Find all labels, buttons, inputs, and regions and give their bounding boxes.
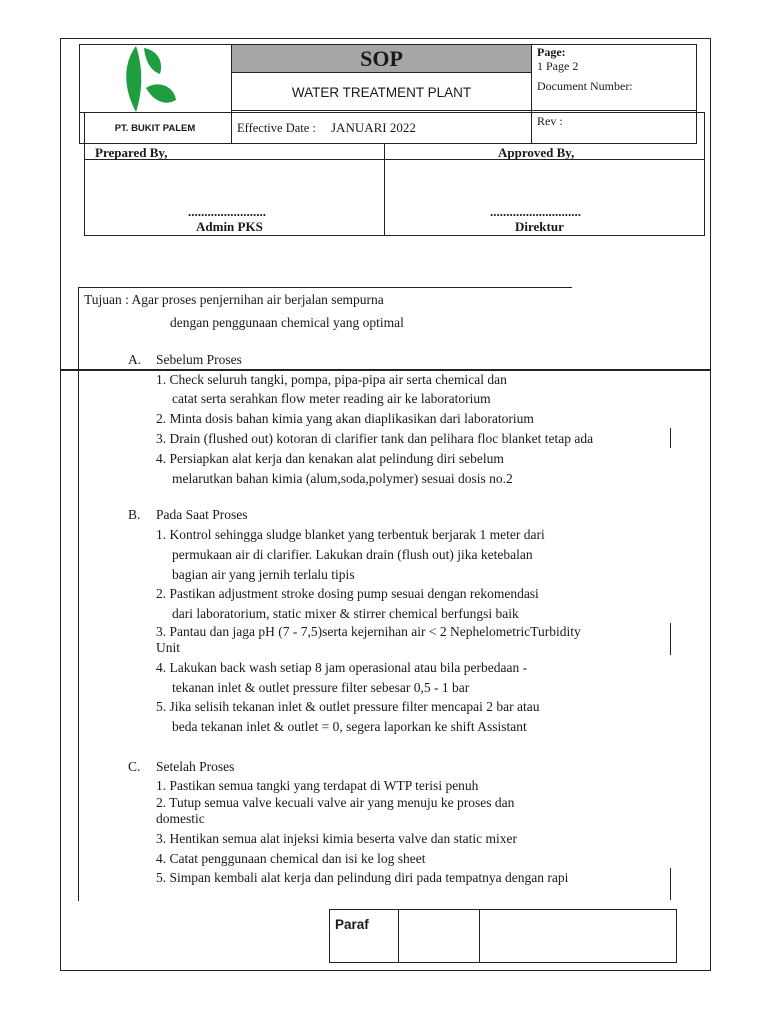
approved-name: Direktur xyxy=(515,219,564,234)
rev-label: Rev : xyxy=(537,114,563,128)
section-a-line: catat serta serahkan flow meter reading air ke laboratorium xyxy=(172,391,491,406)
section-a-line: 1. Check seluruh tangki, pompa, pipa-pipa air serta chemical dan xyxy=(156,372,507,387)
company-name: PT. BUKIT PALEM xyxy=(114,123,196,134)
section-a-title: Sebelum Proses xyxy=(156,352,242,367)
section-b-line: 3. Pantau dan jaga pH (7 - 7,5)serta kejernihan air < 2 NephelometricTurbidity xyxy=(156,624,581,639)
section-c-line: 4. Catat penggunaan chemical dan isi ke log sheet xyxy=(156,851,426,866)
section-b-line: bagian air yang jernih terlalu tipis xyxy=(172,567,355,582)
section-b-line: beda tekanan inlet & outlet = 0, segera laporkan ke shift Assistant xyxy=(172,719,527,734)
page-label: Page: xyxy=(537,45,566,59)
section-c-line: 2. Tutup semua valve kecuali valve air yang menuju ke proses dan xyxy=(156,795,515,810)
effective-date-label: Effective Date : xyxy=(237,121,316,135)
section-b-line: 1. Kontrol sehingga sludge blanket yang terbentuk berjarak 1 meter dari xyxy=(156,527,545,542)
page-value: 1 Page 2 xyxy=(537,59,579,73)
section-a-line: melarutkan bahan kimia (alum,soda,polymer) sesuai dosis no.2 xyxy=(172,471,513,486)
section-b-line: tekanan inlet & outlet pressure filter sebesar 0,5 - 1 bar xyxy=(172,680,470,695)
section-b-line: Unit xyxy=(156,640,181,655)
section-a-line: 3. Drain (flushed out) kotoran di clarifier tank dan pelihara floc blanket tetap ada xyxy=(156,431,594,446)
section-c-line: domestic xyxy=(156,811,205,826)
company-logo xyxy=(118,44,180,114)
approval-table xyxy=(84,112,705,236)
approved-signature-line: ............................ xyxy=(490,204,581,219)
section-b-line: permukaan air di clarifier. Lakukan drain (flush out) jika ketebalan xyxy=(172,547,533,562)
section-b-title: Pada Saat Proses xyxy=(156,507,248,522)
paraf-label: Paraf xyxy=(335,917,369,932)
section-a-line: 2. Minta dosis bahan kimia yang akan diaplikasikan dari laboratorium xyxy=(156,411,534,426)
doc-type: SOP xyxy=(360,46,403,71)
section-c-title: Setelah Proses xyxy=(156,759,235,774)
section-b-line: 4. Lakukan back wash setiap 8 jam operasional atau bila perbedaan - xyxy=(156,660,528,675)
section-b-line: 2. Pastikan adjustment stroke dosing pump sesuai dengan rekomendasi xyxy=(156,586,539,601)
section-c-line: 3. Hentikan semua alat injeksi kimia beserta valve dan static mixer xyxy=(156,831,518,846)
effective-date-value: JANUARI 2022 xyxy=(331,120,416,135)
purpose-line-2: dengan penggunaan chemical yang optimal xyxy=(170,315,404,330)
leaf-icon xyxy=(126,46,176,112)
prepared-by-label: Prepared By, xyxy=(95,145,168,160)
purpose-line-1: Tujuan : Agar proses penjernihan air berjalan sempurna xyxy=(84,292,384,307)
paraf-box xyxy=(329,909,677,963)
document-number-label: Document Number: xyxy=(537,79,633,93)
section-c-line: 1. Pastikan semua tangki yang terdapat di WTP terisi penuh xyxy=(156,778,479,793)
section-c-line: 5. Simpan kembali alat kerja dan pelindung diri pada tempatnya dengan rapi xyxy=(156,870,569,885)
section-b-line: dari laboratorium, static mixer & stirrer chemical berfungsi baik xyxy=(172,606,519,621)
doc-title: WATER TREATMENT PLANT xyxy=(291,85,472,100)
prepared-name: Admin PKS xyxy=(196,219,263,234)
section-b-letter: B. xyxy=(128,507,141,522)
section-c-letter: C. xyxy=(128,759,141,774)
approved-by-label: Approved By, xyxy=(498,145,575,160)
section-a-line: 4. Persiapkan alat kerja dan kenakan alat pelindung diri sebelum xyxy=(156,451,504,466)
section-b-line: 5. Jika selisih tekanan inlet & outlet pressure filter mencapai 2 bar atau xyxy=(156,699,540,714)
prepared-signature-line: ........................ xyxy=(188,204,266,219)
section-a-letter: A. xyxy=(128,352,142,367)
